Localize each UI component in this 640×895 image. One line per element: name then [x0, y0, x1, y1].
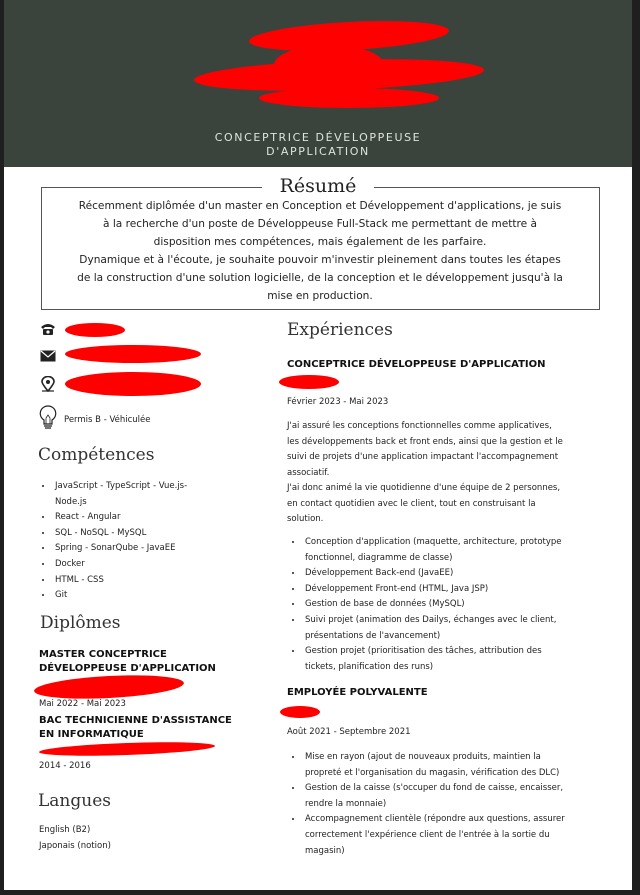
diploma-title: EN INFORMATIQUE: [39, 729, 144, 740]
redaction-mark: [65, 323, 125, 337]
list-item: • HTML - CSS: [53, 573, 253, 589]
list-item: • Gestion de la caisse (s'occuper du fond de caisse, encaisser, rendre la monnaie): [303, 781, 613, 812]
resume-line: à la recherche d'un poste de Développeuse Full-Stack me permettant de mettre à: [102, 218, 538, 230]
list-item: • Accompagnement clientèle (répondre aux questions, assurer correctement l'expérience client de l'entrée à la sortie du magasin): [303, 812, 613, 859]
experience-title: EMPLOYÉE POLYVALENTE: [287, 687, 428, 698]
diploma-title: MASTER CONCEPTRICE: [39, 649, 167, 660]
langues-title: Langues: [38, 791, 111, 811]
list-item: • Spring - SonarQube - JavaEE: [53, 541, 253, 557]
job-title-line2: D'APPLICATION: [266, 145, 370, 158]
desc-line: les développements back et front ends, ainsi que la gestion et le: [287, 436, 563, 447]
experience-title: CONCEPTRICE DÉVELOPPEUSE D'APPLICATION: [287, 359, 546, 370]
list-item: • SQL - NoSQL - MySQL: [53, 526, 253, 542]
list-item: • Gestion projet (prioritisation des tâches, attribution des tickets, planification des runs): [303, 644, 613, 675]
desc-line: J'ai assuré les conceptions fonctionnelles comme applicatives,: [287, 421, 552, 431]
phone-icon: [40, 322, 56, 336]
experiences-title: Expériences: [287, 320, 393, 340]
diplomes-title: Diplômes: [40, 613, 121, 633]
diploma-dates: Mai 2022 - Mai 2023: [39, 699, 126, 709]
experience-bullets: [289, 535, 613, 675]
redaction-mark: [39, 740, 215, 758]
redaction-mark: [280, 706, 320, 718]
redaction-mark: [65, 345, 201, 363]
list-item: • Suivi projet (animation des Dailys, échanges avec le client, présentations de l'avancement): [303, 613, 613, 644]
location-pin-icon: [41, 376, 55, 392]
list-item: • Docker: [53, 557, 253, 573]
redaction-mark: [65, 372, 201, 396]
list-item: • JavaScript - TypeScript - Vue.js- Node.js: [53, 479, 253, 510]
list-item: • React - Angular: [53, 510, 253, 526]
resume-line: disposition mes compétences, mais également de les parfaire.: [153, 236, 487, 248]
resume-line: mise en production.: [267, 290, 373, 302]
experience-description: [287, 419, 607, 528]
header-banner: [4, 0, 632, 167]
language-item: English (B2): [39, 825, 91, 835]
list-item: • Développement Back-end (JavaEE): [303, 566, 613, 582]
diploma-title: BAC TECHNICIENNE D'ASSISTANCE: [39, 715, 232, 726]
list-item: • Conception d'application (maquette, architecture, prototype fonctionnel, diagramme de classe): [303, 535, 613, 566]
desc-line: suivi de projets d'une application impactant l'accompagnement: [287, 452, 559, 462]
desc-line: en contact quotidien avec le client, tout en construisant la: [287, 498, 536, 509]
resume-title: Résumé: [262, 174, 374, 198]
job-title-line1: CONCEPTRICE DÉVELOPPEUSE: [214, 131, 422, 144]
diploma-dates: 2014 - 2016: [39, 761, 91, 771]
email-icon: [40, 350, 56, 362]
redaction-mark: [279, 375, 339, 389]
language-item: Japonais (notion): [39, 841, 111, 851]
license-text: Permis B - Véhiculée: [64, 415, 151, 425]
resume-line: de la construction d'une solution logicielle, de la conception et le développement jusqu'à la: [77, 272, 563, 284]
list-item: • Gestion de base de données (MySQL): [303, 597, 613, 613]
list-item: • Git: [53, 588, 253, 604]
experience-bullets: [289, 750, 613, 859]
resume-text: [46, 197, 594, 305]
diploma-title: DÉVELOPPEUSE D'APPLICATION: [39, 663, 216, 674]
resume-line: Récemment diplômée d'un master en Conception et Développement d'applications, je suis: [78, 200, 562, 212]
desc-line: associatif.: [287, 467, 330, 478]
list-item: • Mise en rayon (ajout de nouveaux produits, maintien la propreté et l'organisation du magasin, vérification des DLC): [303, 750, 613, 781]
resume-line: Dynamique et à l'écoute, je souhaite pouvoir m'investir pleinement dans toutes les étapes: [79, 254, 561, 266]
desc-line: solution.: [287, 514, 324, 524]
experience-dates: Août 2021 - Septembre 2021: [287, 727, 411, 737]
competences-title: Compétences: [38, 445, 155, 465]
resume-page: [4, 0, 632, 890]
list-item: • Développement Front-end (HTML, Java JSP): [303, 582, 613, 598]
redaction-mark: [259, 88, 439, 108]
desc-line: J'ai donc animé la vie quotidienne d'une équipe de 2 personnes,: [287, 483, 561, 493]
experience-dates: Février 2023 - Mai 2023: [287, 397, 389, 407]
competences-list: [39, 479, 253, 604]
lightbulb-icon: [39, 405, 57, 431]
